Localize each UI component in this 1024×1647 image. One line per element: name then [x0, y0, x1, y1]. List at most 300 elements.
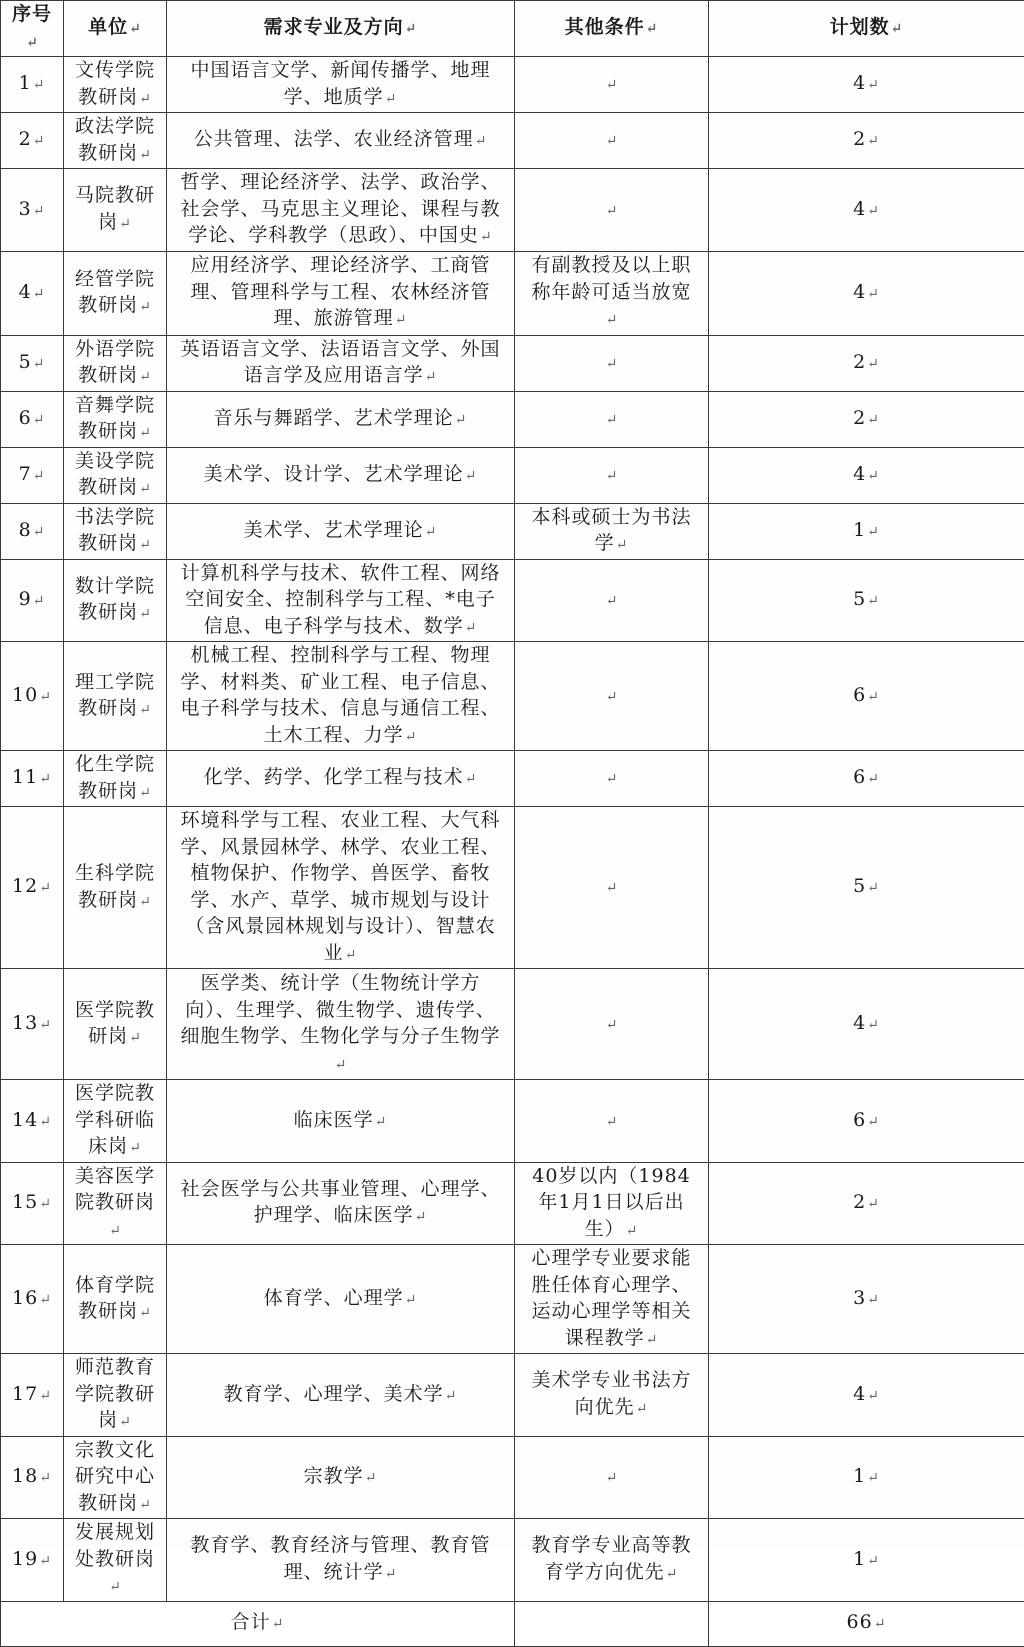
paragraph-mark-icon: ↵	[129, 21, 142, 37]
paragraph-mark-icon: ↵	[606, 133, 619, 149]
cell-count	[709, 559, 1024, 642]
paragraph-mark-icon: ↵	[636, 1401, 649, 1417]
cell-count	[709, 335, 1024, 391]
cell-seq-text: 5	[19, 351, 32, 373]
cell-condition	[515, 335, 709, 391]
paragraph-mark-icon: ↵	[606, 203, 619, 219]
cell-condition	[515, 807, 709, 969]
paragraph-mark-icon: ↵	[395, 312, 408, 328]
paragraph-mark-icon: ↵	[867, 356, 880, 372]
table-row	[1, 391, 1024, 447]
table-row	[1, 1519, 1024, 1602]
cell-seq-text: 11	[12, 766, 38, 788]
cell-major	[167, 335, 515, 391]
paragraph-mark-icon: ↵	[139, 894, 152, 910]
paragraph-mark-icon: ↵	[365, 1470, 378, 1486]
cell-count-text: 6	[853, 766, 866, 788]
paragraph-mark-icon: ↵	[33, 468, 46, 484]
paragraph-mark-icon: ↵	[867, 771, 880, 787]
paragraph-mark-icon: ↵	[33, 203, 46, 219]
table-row	[1, 335, 1024, 391]
cell-unit-text: 马院教研岗	[75, 184, 155, 233]
cell-major	[167, 113, 515, 169]
paragraph-mark-icon: ↵	[606, 880, 619, 896]
cell-seq	[1, 1080, 64, 1163]
paragraph-mark-icon: ↵	[867, 133, 880, 149]
paragraph-mark-icon: ↵	[616, 537, 629, 553]
paragraph-mark-icon: ↵	[874, 1616, 887, 1632]
paragraph-mark-icon: ↵	[455, 412, 468, 428]
cell-unit-text: 医学院教研岗	[75, 999, 155, 1048]
paragraph-mark-icon: ↵	[129, 1030, 142, 1046]
paragraph-mark-icon: ↵	[405, 1292, 418, 1308]
cell-count	[709, 1245, 1024, 1354]
cell-seq-text: 14	[12, 1109, 38, 1131]
cell-unit-text: 政法学院教研岗	[75, 115, 155, 164]
table-row	[1, 113, 1024, 169]
cell-unit-text: 音舞学院教研岗	[75, 394, 155, 443]
cell-unit	[64, 391, 167, 447]
cell-seq-text: 7	[19, 463, 32, 485]
cell-condition	[515, 751, 709, 807]
cell-seq	[1, 1245, 64, 1354]
cell-count-text: 6	[853, 684, 866, 706]
paragraph-mark-icon: ↵	[666, 1566, 679, 1582]
cell-major-text: 音乐与舞蹈学、艺术学理论	[214, 407, 454, 429]
paragraph-mark-icon: ↵	[139, 702, 152, 718]
cell-major	[167, 57, 515, 113]
cell-seq-text: 6	[19, 407, 32, 429]
cell-condition	[515, 113, 709, 169]
cell-unit-text: 数计学院教研岗	[75, 575, 155, 624]
paragraph-mark-icon: ↵	[39, 1017, 52, 1033]
cell-seq	[1, 1436, 64, 1519]
cell-unit	[64, 1080, 167, 1163]
cell-major	[167, 503, 515, 559]
cell-seq	[1, 751, 64, 807]
paragraph-mark-icon: ↵	[867, 880, 880, 896]
cell-condition-text: 美术学专业书法方向优先	[531, 1369, 691, 1418]
cell-condition-text: 教育学专业高等教育学方向优先	[531, 1534, 691, 1583]
cell-major	[167, 1436, 515, 1519]
cell-condition	[515, 1162, 709, 1245]
cell-major	[167, 169, 515, 252]
paragraph-mark-icon: ↵	[425, 524, 438, 540]
cell-unit	[64, 503, 167, 559]
paragraph-mark-icon: ↵	[33, 356, 46, 372]
table-row	[1, 169, 1024, 252]
paragraph-mark-icon: ↵	[445, 1388, 458, 1404]
cell-seq-text: 10	[12, 684, 38, 706]
paragraph-mark-icon: ↵	[39, 1196, 52, 1212]
cell-count	[709, 1162, 1024, 1245]
cell-major-text: 医学类、统计学（生物统计学方向）、生理学、微生物学、遗传学、细胞生物学、生物化学与分子生物学	[180, 972, 500, 1047]
paragraph-mark-icon: ↵	[606, 1017, 619, 1033]
paragraph-mark-icon: ↵	[405, 729, 418, 745]
paragraph-mark-icon: ↵	[39, 689, 52, 705]
cell-condition	[515, 57, 709, 113]
paragraph-mark-icon: ↵	[33, 77, 46, 93]
table-row	[1, 642, 1024, 751]
header-unit: 单位↵	[64, 1, 167, 57]
paragraph-mark-icon: ↵	[139, 147, 152, 163]
paragraph-mark-icon: ↵	[480, 229, 493, 245]
cell-count-text: 2	[853, 128, 866, 150]
total-count: 66↵	[709, 1601, 1024, 1646]
cell-count-text: 1	[853, 1548, 866, 1570]
cell-count-text: 2	[853, 351, 866, 373]
cell-count	[709, 391, 1024, 447]
cell-seq-text: 15	[12, 1191, 38, 1213]
paragraph-mark-icon: ↵	[867, 689, 880, 705]
cell-unit	[64, 559, 167, 642]
cell-unit-text: 文传学院教研岗	[75, 59, 155, 108]
cell-unit-text: 生科学院教研岗	[75, 862, 155, 911]
paragraph-mark-icon: ↵	[139, 481, 152, 497]
paragraph-mark-icon: ↵	[139, 425, 152, 441]
cell-unit	[64, 1354, 167, 1437]
cell-major	[167, 251, 515, 335]
cell-seq	[1, 1519, 64, 1602]
cell-major	[167, 1162, 515, 1245]
cell-count-text: 2	[853, 407, 866, 429]
paragraph-mark-icon: ↵	[139, 606, 152, 622]
cell-unit	[64, 251, 167, 335]
paragraph-mark-icon: ↵	[139, 1305, 152, 1321]
cell-count	[709, 969, 1024, 1080]
paragraph-mark-icon: ↵	[39, 1114, 52, 1130]
paragraph-mark-icon: ↵	[867, 1196, 880, 1212]
cell-count	[709, 57, 1024, 113]
cell-seq-text: 19	[12, 1548, 38, 1570]
table-row	[1, 57, 1024, 113]
paragraph-mark-icon: ↵	[867, 1470, 880, 1486]
cell-count-text: 2	[853, 1191, 866, 1213]
cell-condition	[515, 1080, 709, 1163]
cell-condition	[515, 969, 709, 1080]
cell-seq	[1, 807, 64, 969]
cell-unit	[64, 113, 167, 169]
cell-major	[167, 391, 515, 447]
cell-seq-text: 2	[19, 128, 32, 150]
paragraph-mark-icon: ↵	[606, 1114, 619, 1130]
cell-major	[167, 559, 515, 642]
paragraph-mark-icon: ↵	[867, 203, 880, 219]
paragraph-mark-icon: ↵	[385, 1566, 398, 1582]
paragraph-mark-icon: ↵	[465, 468, 478, 484]
paragraph-mark-icon: ↵	[272, 1616, 285, 1632]
cell-count-text: 4	[853, 1383, 866, 1405]
cell-unit-text: 宗教文化研究中心教研岗	[75, 1439, 155, 1514]
cell-seq	[1, 113, 64, 169]
cell-seq	[1, 559, 64, 642]
paragraph-mark-icon: ↵	[33, 412, 46, 428]
cell-count	[709, 169, 1024, 252]
cell-unit-text: 书法学院教研岗	[75, 506, 155, 555]
cell-unit-text: 师范教育学院教研岗	[75, 1356, 155, 1431]
cell-unit-text: 体育学院教研岗	[75, 1274, 155, 1323]
cell-count-text: 4	[853, 1012, 866, 1034]
cell-condition-text: 本科或硕士为书法学	[531, 506, 691, 555]
cell-seq	[1, 447, 64, 503]
paragraph-mark-icon: ↵	[606, 468, 619, 484]
cell-unit	[64, 642, 167, 751]
cell-count	[709, 1354, 1024, 1437]
table-row	[1, 1436, 1024, 1519]
paragraph-mark-icon: ↵	[335, 1057, 348, 1073]
table-row	[1, 503, 1024, 559]
paragraph-mark-icon: ↵	[465, 620, 478, 636]
cell-seq-text: 16	[12, 1287, 38, 1309]
cell-unit-text: 化生学院教研岗	[75, 753, 155, 802]
cell-unit-text: 美设学院教研岗	[75, 450, 155, 499]
paragraph-mark-icon: ↵	[867, 524, 880, 540]
cell-condition	[515, 169, 709, 252]
paragraph-mark-icon: ↵	[867, 593, 880, 609]
paragraph-mark-icon: ↵	[891, 21, 904, 37]
paragraph-mark-icon: ↵	[867, 1553, 880, 1569]
paragraph-mark-icon: ↵	[646, 1332, 659, 1348]
cell-unit-text: 医学院教学科研临床岗	[75, 1082, 155, 1157]
cell-count-text: 4	[853, 198, 866, 220]
table-row	[1, 1162, 1024, 1245]
cell-condition	[515, 251, 709, 335]
paragraph-mark-icon: ↵	[867, 412, 880, 428]
table-row	[1, 807, 1024, 969]
cell-count-text: 1	[853, 519, 866, 541]
cell-seq	[1, 391, 64, 447]
cell-seq-text: 3	[19, 198, 32, 220]
cell-condition	[515, 447, 709, 503]
paragraph-mark-icon: ↵	[606, 1470, 619, 1486]
header-condition: 其他条件↵	[515, 1, 709, 57]
cell-major	[167, 447, 515, 503]
cell-count-text: 4	[853, 463, 866, 485]
paragraph-mark-icon: ↵	[606, 77, 619, 93]
total-label: 合计↵	[1, 1601, 515, 1646]
header-row	[1, 1, 1024, 57]
cell-count	[709, 251, 1024, 335]
cell-condition	[515, 391, 709, 447]
paragraph-mark-icon: ↵	[606, 356, 619, 372]
cell-major-text: 教育学、心理学、美术学	[224, 1383, 444, 1405]
total-empty-cell	[515, 1601, 709, 1646]
cell-seq	[1, 1354, 64, 1437]
paragraph-mark-icon: ↵	[646, 21, 659, 37]
paragraph-mark-icon: ↵	[139, 369, 152, 385]
cell-seq-text: 13	[12, 1012, 38, 1034]
cell-count-text: 4	[853, 281, 866, 303]
cell-unit-text: 美容医学院教研岗	[75, 1165, 155, 1214]
paragraph-mark-icon: ↵	[139, 1497, 152, 1513]
cell-count	[709, 113, 1024, 169]
cell-condition	[515, 503, 709, 559]
cell-major	[167, 1080, 515, 1163]
table-row	[1, 1354, 1024, 1437]
paragraph-mark-icon: ↵	[867, 468, 880, 484]
cell-count	[709, 1519, 1024, 1602]
cell-major-text: 宗教学	[304, 1465, 364, 1487]
cell-count-text: 3	[853, 1287, 866, 1309]
cell-major-text: 体育学、心理学	[264, 1287, 404, 1309]
cell-unit-text: 理工学院教研岗	[75, 671, 155, 720]
cell-major-text: 临床医学	[294, 1109, 374, 1131]
paragraph-mark-icon: ↵	[606, 412, 619, 428]
table-row	[1, 1245, 1024, 1354]
cell-major-text: 中国语言文学、新闻传播学、地理学、地质学	[190, 59, 490, 108]
paragraph-mark-icon: ↵	[139, 785, 152, 801]
cell-condition-text: 40岁以内（1984年1月1日以后出生）	[532, 1165, 691, 1240]
paragraph-mark-icon: ↵	[39, 1553, 52, 1569]
cell-unit-text: 经管学院教研岗	[75, 268, 155, 317]
cell-count	[709, 447, 1024, 503]
cell-major	[167, 807, 515, 969]
paragraph-mark-icon: ↵	[33, 133, 46, 149]
paragraph-mark-icon: ↵	[425, 369, 438, 385]
cell-seq	[1, 335, 64, 391]
cell-unit	[64, 335, 167, 391]
paragraph-mark-icon: ↵	[385, 91, 398, 107]
paragraph-mark-icon: ↵	[139, 299, 152, 315]
cell-seq-text: 9	[19, 588, 32, 610]
paragraph-mark-icon: ↵	[867, 1292, 880, 1308]
cell-major-text: 化学、药学、化学工程与技术	[204, 766, 464, 788]
cell-major-text: 应用经济学、理论经济学、工商管理、管理科学与工程、农林经济管理、旅游管理	[190, 254, 490, 329]
cell-major-text: 美术学、艺术学理论	[244, 519, 424, 541]
table-row	[1, 969, 1024, 1080]
header-seq: 序号↵	[1, 1, 64, 57]
table-row	[1, 751, 1024, 807]
cell-major-text: 计算机科学与技术、软件工程、网络空间安全、控制科学与工程、*电子信息、电子科学与技术、数学	[180, 562, 500, 637]
paragraph-mark-icon: ↵	[415, 1209, 428, 1225]
paragraph-mark-icon: ↵	[119, 1414, 132, 1430]
cell-condition-text: 有副教授及以上职称年龄可适当放宽	[531, 254, 691, 303]
cell-condition	[515, 1245, 709, 1354]
cell-seq	[1, 642, 64, 751]
paragraph-mark-icon: ↵	[39, 880, 52, 896]
paragraph-mark-icon: ↵	[139, 91, 152, 107]
cell-count	[709, 1436, 1024, 1519]
paragraph-mark-icon: ↵	[475, 133, 488, 149]
paragraph-mark-icon: ↵	[33, 593, 46, 609]
cell-major	[167, 1519, 515, 1602]
table-row	[1, 559, 1024, 642]
cell-major	[167, 642, 515, 751]
paragraph-mark-icon: ↵	[465, 771, 478, 787]
cell-major	[167, 1354, 515, 1437]
paragraph-mark-icon: ↵	[375, 1114, 388, 1130]
cell-unit	[64, 1162, 167, 1245]
cell-seq-text: 4	[19, 281, 32, 303]
paragraph-mark-icon: ↵	[867, 1388, 880, 1404]
paragraph-mark-icon: ↵	[606, 312, 619, 328]
cell-unit	[64, 969, 167, 1080]
table-body	[1, 57, 1024, 1602]
paragraph-mark-icon: ↵	[33, 524, 46, 540]
cell-major-text: 教育学、教育经济与管理、教育管理、统计学	[190, 1534, 490, 1583]
cell-count	[709, 1080, 1024, 1163]
cell-seq	[1, 251, 64, 335]
cell-count	[709, 503, 1024, 559]
paragraph-mark-icon: ↵	[405, 21, 418, 37]
cell-condition	[515, 1436, 709, 1519]
cell-unit	[64, 807, 167, 969]
paragraph-mark-icon: ↵	[129, 1140, 142, 1156]
cell-count-text: 1	[853, 1465, 866, 1487]
cell-major-text: 社会医学与公共事业管理、心理学、护理学、临床医学	[180, 1178, 500, 1227]
cell-condition-text: 心理学专业要求能胜任体育心理学、运动心理学等相关课程教学	[531, 1247, 691, 1349]
cell-seq-text: 17	[12, 1383, 38, 1405]
cell-unit-text: 外语学院教研岗	[75, 338, 155, 387]
cell-unit	[64, 751, 167, 807]
total-row	[1, 1601, 1024, 1646]
cell-unit	[64, 1245, 167, 1354]
cell-seq	[1, 169, 64, 252]
cell-condition	[515, 1354, 709, 1437]
paragraph-mark-icon: ↵	[606, 593, 619, 609]
table-row	[1, 1080, 1024, 1163]
cell-major-text: 英语语言文学、法语语言文学、外国语言学及应用语言学	[180, 338, 500, 387]
header-count: 计划数↵	[709, 1, 1024, 57]
cell-unit	[64, 447, 167, 503]
cell-count	[709, 751, 1024, 807]
table-row	[1, 251, 1024, 335]
paragraph-mark-icon: ↵	[626, 1223, 639, 1239]
cell-condition	[515, 1519, 709, 1602]
paragraph-mark-icon: ↵	[345, 947, 358, 963]
paragraph-mark-icon: ↵	[109, 1223, 122, 1239]
table-row	[1, 447, 1024, 503]
cell-major-text: 哲学、理论经济学、法学、政治学、社会学、马克思主义理论、课程与教学论、学科教学（思政）、中国史	[180, 171, 500, 246]
paragraph-mark-icon: ↵	[39, 1388, 52, 1404]
paragraph-mark-icon: ↵	[606, 771, 619, 787]
cell-count-text: 6	[853, 1109, 866, 1131]
paragraph-mark-icon: ↵	[109, 1579, 122, 1595]
paragraph-mark-icon: ↵	[867, 1114, 880, 1130]
paragraph-mark-icon: ↵	[39, 771, 52, 787]
cell-unit	[64, 57, 167, 113]
cell-major	[167, 1245, 515, 1354]
cell-seq	[1, 969, 64, 1080]
cell-major-text: 机械工程、控制科学与工程、物理学、材料类、矿业工程、电子信息、电子科学与技术、信息与通信工程、土木工程、力学	[180, 644, 500, 746]
paragraph-mark-icon: ↵	[33, 286, 46, 302]
cell-seq-text: 8	[19, 519, 32, 541]
paragraph-mark-icon: ↵	[139, 537, 152, 553]
cell-seq-text: 1	[19, 72, 32, 94]
paragraph-mark-icon: ↵	[119, 216, 132, 232]
cell-major-text: 环境科学与工程、农业工程、大气科学、风景园林学、林学、农业工程、植物保护、作物学、兽医学、畜牧学、水产、草学、城市规划与设计（含风景园林规划与设计）、智慧农业	[180, 809, 500, 964]
header-major: 需求专业及方向↵	[167, 1, 515, 57]
cell-seq	[1, 503, 64, 559]
paragraph-mark-icon: ↵	[26, 35, 39, 51]
paragraph-mark-icon: ↵	[867, 1017, 880, 1033]
paragraph-mark-icon: ↵	[606, 689, 619, 705]
cell-seq-text: 12	[12, 875, 38, 897]
paragraph-mark-icon: ↵	[867, 77, 880, 93]
cell-count	[709, 642, 1024, 751]
cell-unit	[64, 1519, 167, 1602]
cell-count	[709, 807, 1024, 969]
cell-major-text: 美术学、设计学、艺术学理论	[204, 463, 464, 485]
cell-count-text: 5	[853, 588, 866, 610]
cell-unit	[64, 1436, 167, 1519]
paragraph-mark-icon: ↵	[867, 286, 880, 302]
cell-condition	[515, 559, 709, 642]
cell-seq-text: 18	[12, 1465, 38, 1487]
cell-major	[167, 969, 515, 1080]
cell-seq	[1, 1162, 64, 1245]
cell-unit	[64, 169, 167, 252]
